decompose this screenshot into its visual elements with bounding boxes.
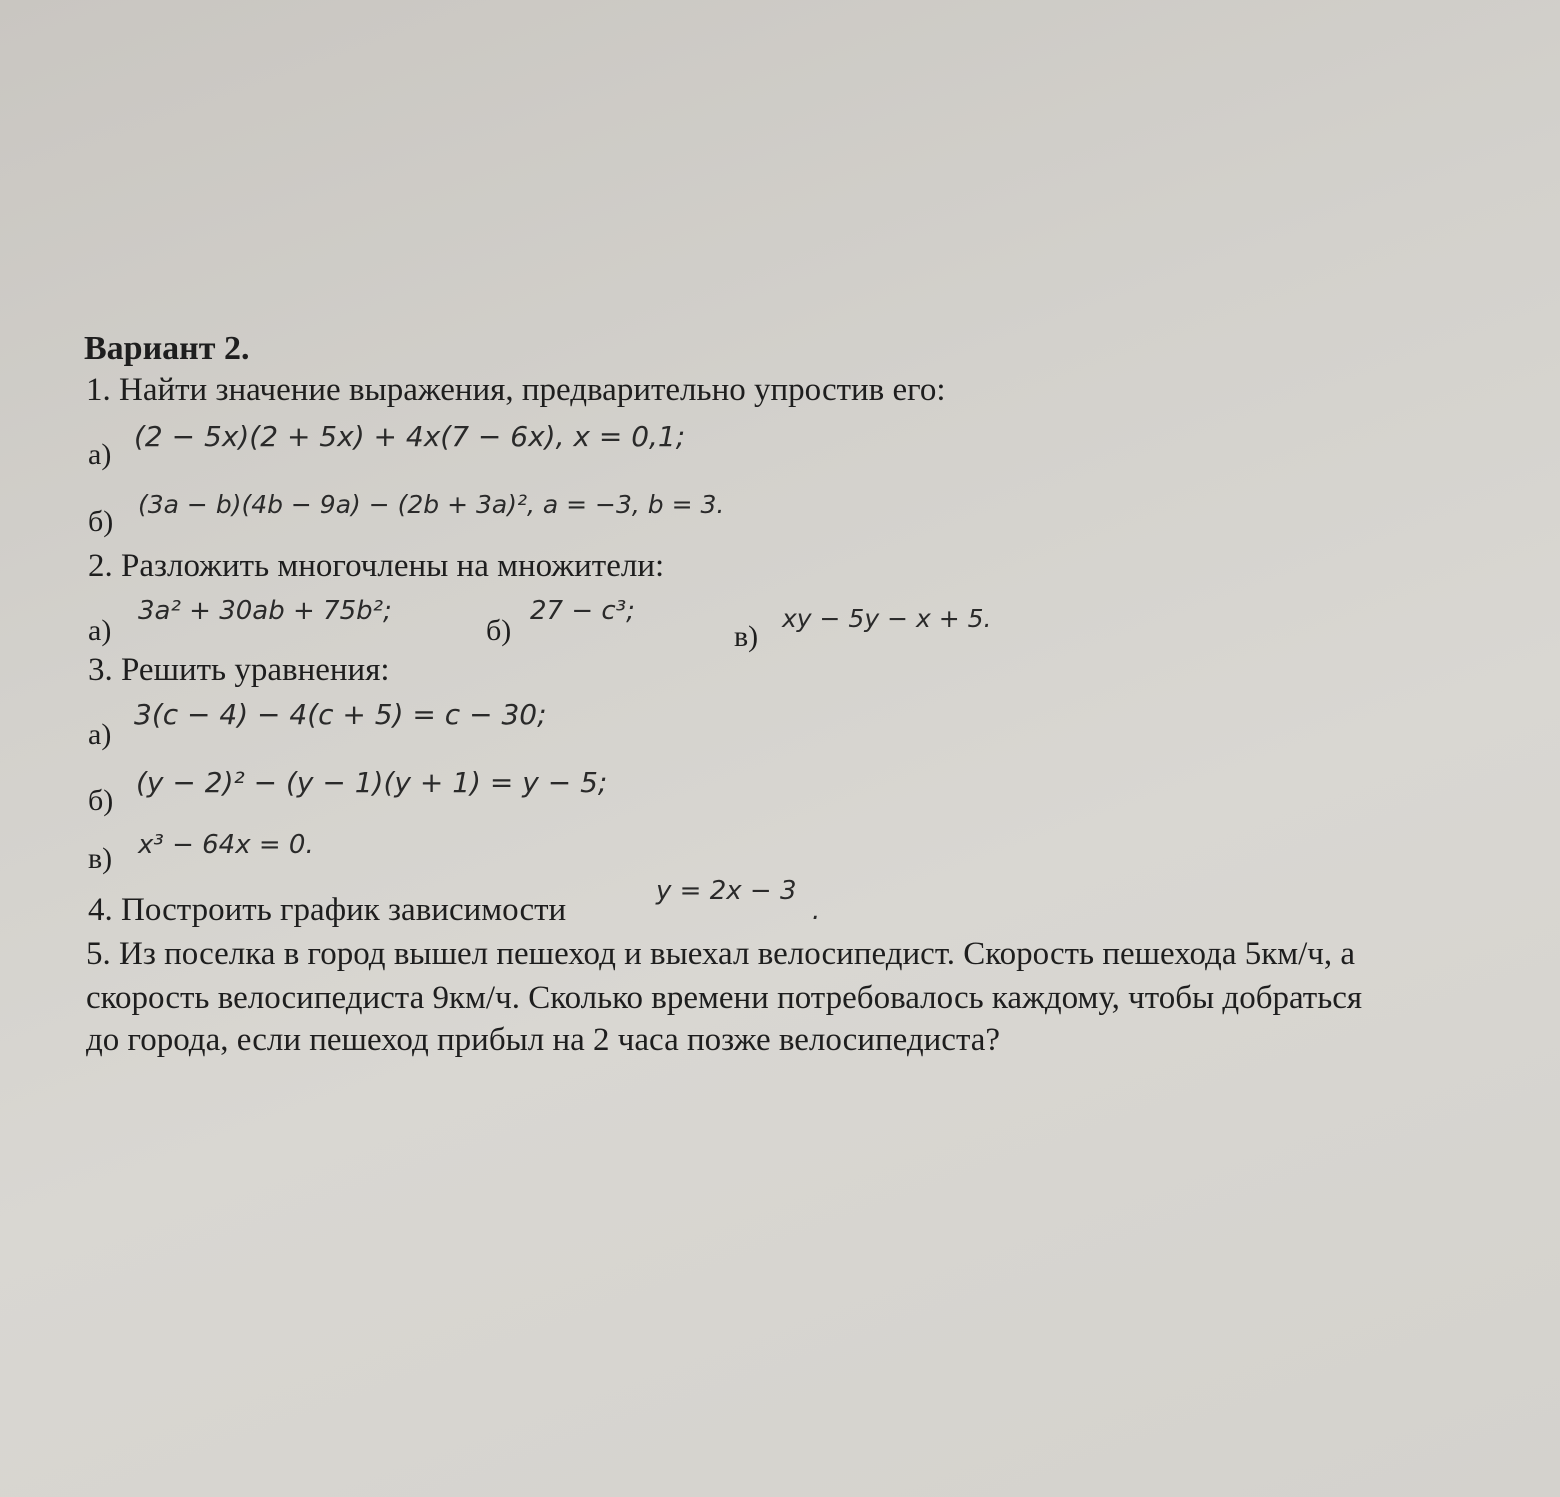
variant-title: Вариант 2. xyxy=(84,330,250,367)
task3-a-label: а) xyxy=(88,718,112,751)
task2-c-expression: xy − 5y − x + 5. xyxy=(782,604,992,633)
task1-a-expression: (2 − 5x)(2 + 5x) + 4x(7 − 6x), x = 0,1; xyxy=(134,420,686,453)
task2-b-label: б) xyxy=(486,614,512,647)
task4-text: 4. Построить график зависимости xyxy=(88,892,567,928)
task3-b-label: б) xyxy=(88,784,114,817)
task2-a-expression: 3a² + 30ab + 75b²; xyxy=(138,596,392,626)
task3-c-expression: x³ − 64x = 0. xyxy=(138,830,314,860)
task2-b-expression: 27 − c³; xyxy=(530,596,635,626)
task2-c-label: в) xyxy=(734,620,759,653)
task3-a-expression: 3(c − 4) − 4(c + 5) = c − 30; xyxy=(134,698,547,731)
task1-a-label: а) xyxy=(88,438,112,471)
task5-line1: 5. Из поселка в город вышел пешеход и выехал велосипедист. Скорость пешехода 5км/ч, а xyxy=(86,936,1356,972)
task2-text: 2. Разложить многочлены на множители: xyxy=(88,548,665,584)
task3-text: 3. Решить уравнения: xyxy=(88,652,390,688)
task1-b-expression: (3a − b)(4b − 9a) − (2b + 3a)², a = −3, b = 3. xyxy=(138,490,725,519)
task1-b-label: б) xyxy=(88,505,114,538)
task3-b-expression: (y − 2)² − (y − 1)(y + 1) = y − 5; xyxy=(136,766,608,799)
task3-c-label: в) xyxy=(88,842,113,875)
task4-expression: y = 2x − 3 xyxy=(656,876,797,906)
task5-line3: до города, если пешеход прибыл на 2 часа позже велосипедиста? xyxy=(86,1022,1001,1058)
task2-a-label: а) xyxy=(88,614,112,647)
task4-period: . xyxy=(812,896,821,926)
task5-line2: скорость велосипедиста 9км/ч. Сколько времени потребовалось каждому, чтобы добраться xyxy=(86,980,1363,1016)
task1-text: 1. Найти значение выражения, предварительно упростив его: xyxy=(86,372,946,408)
